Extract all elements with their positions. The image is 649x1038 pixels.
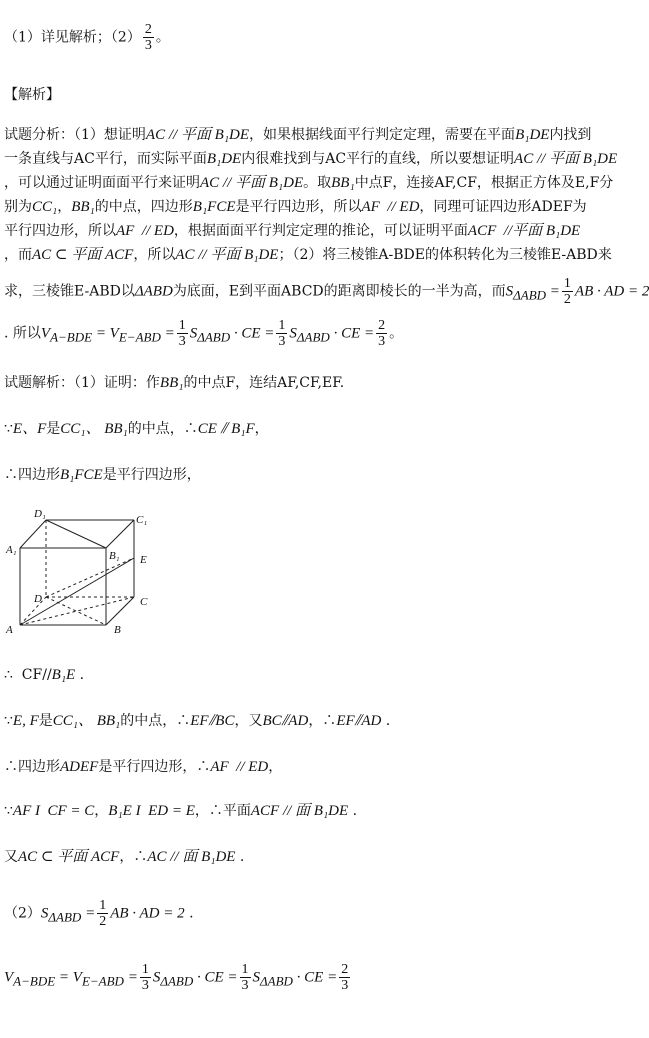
label-C1: C₁ bbox=[136, 514, 148, 526]
solution-line-8: 又AC ⊂ 平面 ACF，∴AC // 面 B₁DE . bbox=[4, 849, 245, 865]
analysis-line-7: 求，三棱锥E-ABD以ΔABD为底面，E到平面ABCD的距离即棱长的一半为高，而$S_{\Delta ABD}$ = $\frac{1}{2}$ AB · AD = 2 bbox=[4, 276, 649, 307]
label-D1: D₁ bbox=[34, 508, 46, 520]
analysis-line-4: 别为CC₁，BB₁的中点，四边形B₁FCE是平行四边形，所以AF // ED，同理可证四边形ADEF为 bbox=[4, 199, 587, 215]
answer-text: （1）详见解析；（2） bbox=[4, 29, 141, 46]
solution-line-6: ∴四边形ADEF是平行四边形，∴AF // ED， bbox=[4, 759, 283, 775]
label-B1: B₁ bbox=[109, 550, 120, 562]
label-E: E bbox=[140, 554, 147, 566]
solution-line-1: 试题解析：（1）证明：作BB₁的中点F，连结AF,CF,EF. bbox=[4, 375, 345, 391]
analysis-line-3: ，可以通过证明面面平行来证明AC // 平面 B₁DE。取BB₁中点F，连接AF,CF，根据正方体及E,F分 bbox=[4, 175, 614, 191]
label-A1: A₁ bbox=[6, 544, 17, 556]
analysis-line-8: . 所以$V_{A-BDE} = V_{E-ABD}$ = $\frac{1}{3}$ $S_{\Delta ABD}$ · CE = $\frac{1}{3}$ $S_{\Delta ABD}$ · CE = $\frac{2}{3}$ 。 bbox=[4, 318, 404, 349]
solution-line-4: ∴ CF//B₁E . bbox=[4, 667, 85, 683]
label-A: A bbox=[6, 624, 13, 636]
label-D: D bbox=[34, 593, 42, 605]
label-B: B bbox=[114, 624, 121, 636]
cube-figure bbox=[0, 505, 170, 645]
analysis-line-5: 平行四边形，所以AF // ED，根据面面平行判定定理的推论，可以证明平面ACF //平面 B₁DE bbox=[4, 223, 581, 239]
solution-line-5: ∵E, F是CC₁、 BB₁的中点，∴EF⫽BC，又BC⫽AD，∴EF⫽AD . bbox=[4, 713, 391, 729]
analysis-heading: 【解析】 bbox=[4, 87, 60, 103]
analysis-line-1: 试题分析：（1）想证明AC // 平面 B₁DE，如果根据线面平行判定定理，需要在平面B₁DE内找到 bbox=[4, 127, 592, 143]
solution-line-3: ∴四边形B₁FCE是平行四边形， bbox=[4, 467, 201, 483]
answer-fraction: $\frac{2}{3}$ bbox=[144, 22, 152, 53]
label-C: C bbox=[140, 596, 148, 608]
solution-line-9: $(2)S_{\Delta ABD}$ = $\frac{1}{2}$ AB · AD = 2 . bbox=[4, 898, 194, 929]
analysis-line-6: ，而AC ⊂ 平面 ACF，所以AC // 平面 B₁DE；（2）将三棱锥A-BDE的体积转化为三棱锥E-ABD来 bbox=[4, 247, 612, 263]
solution-line-10: $V_{A-BDE} = V_{E-ABD}$ = $\frac{1}{3}$ $S_{\Delta ABD}$ · CE = $\frac{1}{3}$ $S_{\Delta ABD}$ · CE = $\frac{2}{3}$ bbox=[4, 962, 349, 993]
analysis-line-2: 一条直线与AC平行，而实际平面B₁DE内很难找到与AC平行的直线，所以要想证明AC // 平面 B₁DE bbox=[4, 151, 618, 167]
answer-line: （1）详见解析；（2） $\frac{2}{3}$ 。 bbox=[4, 22, 170, 53]
solution-line-2: ∵E、F是CC₁、 BB₁的中点，∴CE ⫽ B₁F， bbox=[4, 421, 269, 437]
solution-line-7: ∵AF I CF = C，B₁E I ED = E，∴平面ACF // 面 B₁DE . bbox=[4, 803, 358, 819]
